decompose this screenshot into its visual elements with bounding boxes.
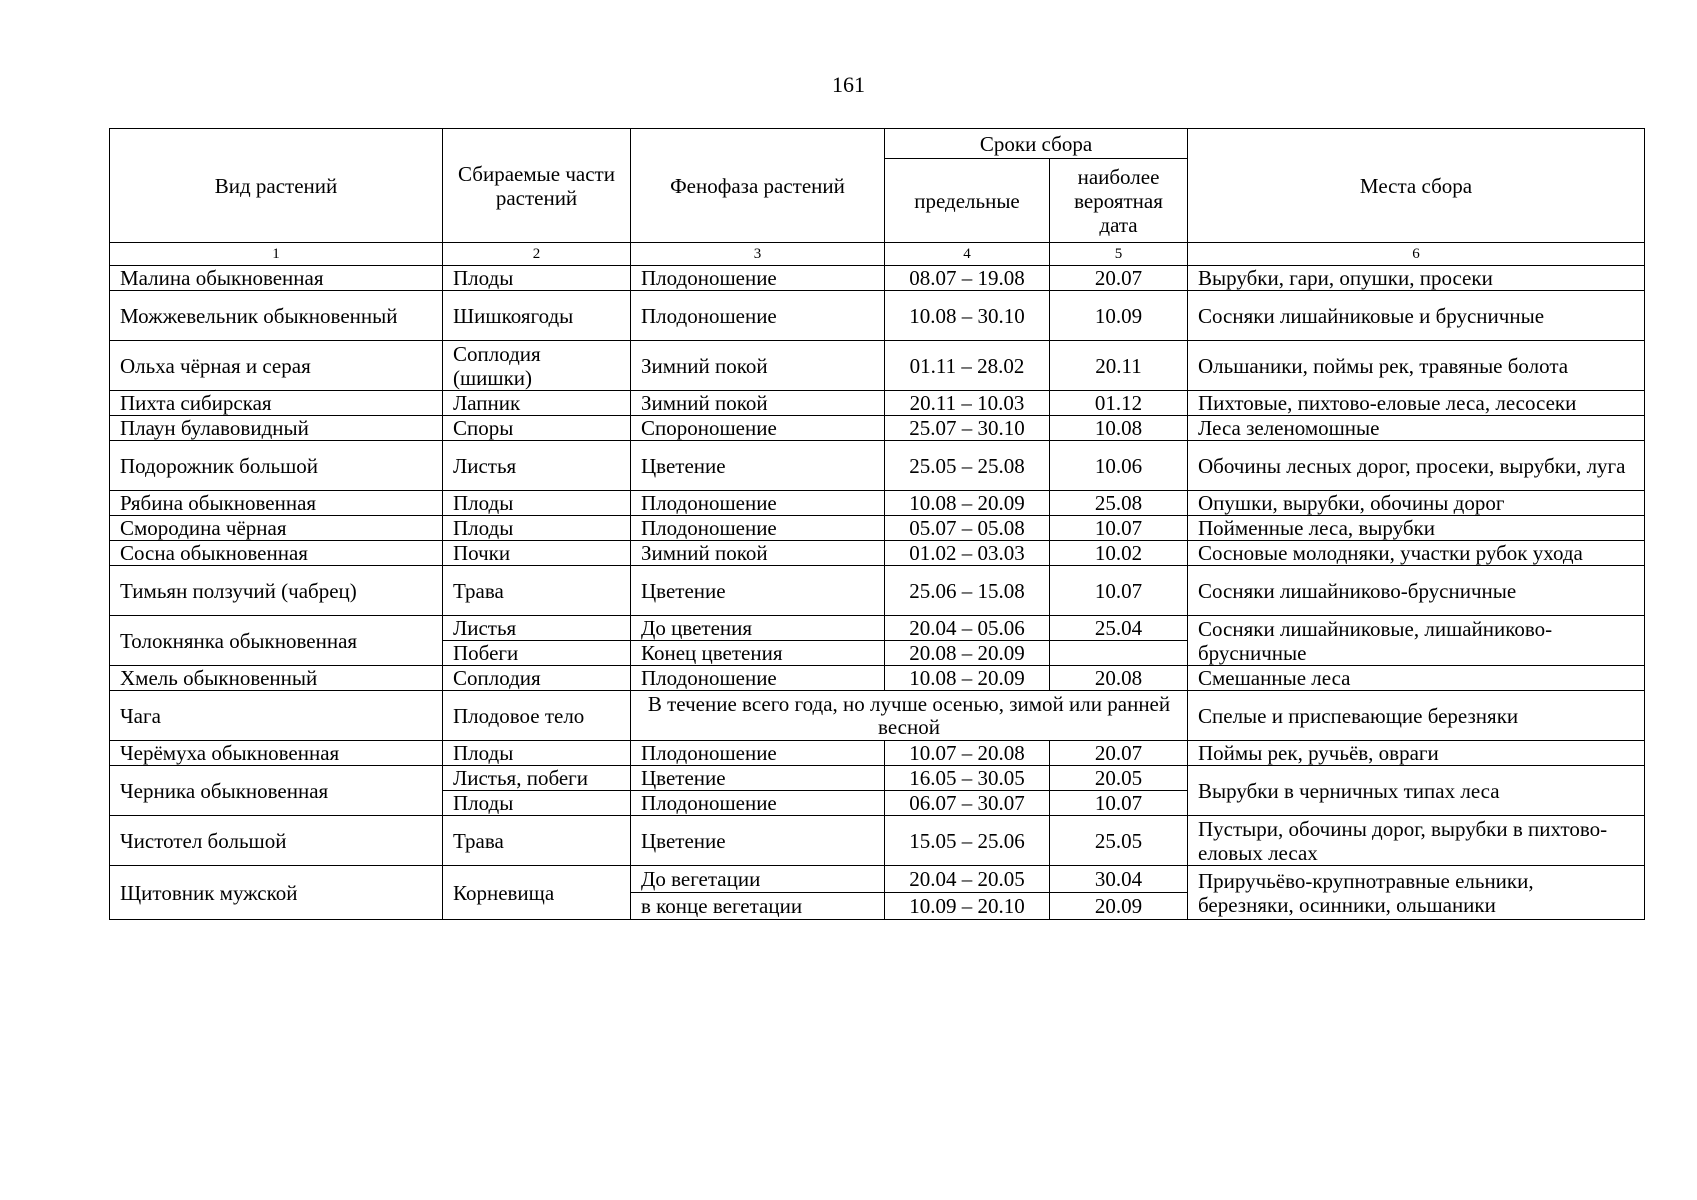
part-cell: Плоды — [443, 266, 631, 291]
header-places: Места сбора — [1188, 129, 1645, 243]
phase-cell: Цветение — [631, 766, 885, 791]
part-cell: Плодовое тело — [443, 691, 631, 741]
phase-cell: Цветение — [631, 566, 885, 616]
part-cell: Плоды — [443, 516, 631, 541]
part-cell: Плоды — [443, 741, 631, 766]
range-cell: 10.08 – 20.09 — [885, 491, 1050, 516]
date-cell: 10.07 — [1050, 791, 1188, 816]
places-cell: Сосняки лишайниковые и брусничные — [1188, 291, 1645, 341]
part-cell: Плоды — [443, 491, 631, 516]
species-cell: Пихта сибирская — [110, 391, 443, 416]
header-harvest-period: Сроки сбора — [885, 129, 1188, 159]
places-cell: Пустыри, обочины дорог, вырубки в пихтово-еловых лесах — [1188, 816, 1645, 866]
date-cell: 20.11 — [1050, 341, 1188, 391]
date-cell: 10.08 — [1050, 416, 1188, 441]
table-header — [110, 129, 1645, 266]
date-cell: 20.09 — [1050, 893, 1188, 920]
phase-cell: Плодоношение — [631, 741, 885, 766]
part-cell: Трава — [443, 566, 631, 616]
range-cell: 20.04 – 20.05 — [885, 866, 1050, 893]
date-cell — [1050, 641, 1188, 666]
species-cell: Подорожник большой — [110, 441, 443, 491]
table-row — [110, 291, 1645, 341]
table-row — [110, 266, 1645, 291]
species-cell: Рябина обыкновенная — [110, 491, 443, 516]
phase-cell: Плодоношение — [631, 666, 885, 691]
places-cell: Леса зеленомошные — [1188, 416, 1645, 441]
date-cell: 10.07 — [1050, 566, 1188, 616]
range-cell: 10.08 – 20.09 — [885, 666, 1050, 691]
part-cell: Побеги — [443, 641, 631, 666]
column-number: 4 — [885, 243, 1050, 266]
range-cell: 10.09 – 20.10 — [885, 893, 1050, 920]
table-row — [110, 416, 1645, 441]
part-cell: Соплодия — [443, 666, 631, 691]
column-number: 3 — [631, 243, 885, 266]
places-cell: Сосняки лишайниковые, лишайниково-брусничные — [1188, 616, 1645, 666]
part-cell: Листья — [443, 441, 631, 491]
range-cell: 20.08 – 20.09 — [885, 641, 1050, 666]
places-cell: Сосновые молодняки, участки рубок ухода — [1188, 541, 1645, 566]
phase-cell: Зимний покой — [631, 341, 885, 391]
places-cell: Поймы рек, ручьёв, овраги — [1188, 741, 1645, 766]
table-row — [110, 341, 1645, 391]
phase-cell: Спороношение — [631, 416, 885, 441]
range-cell: 01.02 – 03.03 — [885, 541, 1050, 566]
species-cell: Можжевельник обыкновенный — [110, 291, 443, 341]
table-row — [110, 441, 1645, 491]
header-parts: Сбираемые части растений — [443, 129, 631, 243]
table-row — [110, 666, 1645, 691]
places-cell: Пойменные леса, вырубки — [1188, 516, 1645, 541]
places-cell: Вырубки, гари, опушки, просеки — [1188, 266, 1645, 291]
table-row — [110, 616, 1645, 641]
table-row — [110, 816, 1645, 866]
phase-cell: Зимний покой — [631, 391, 885, 416]
table-row — [110, 691, 1645, 741]
range-cell: 25.05 – 25.08 — [885, 441, 1050, 491]
places-cell: Смешанные леса — [1188, 666, 1645, 691]
table-row — [110, 866, 1645, 893]
range-cell: 25.06 – 15.08 — [885, 566, 1050, 616]
date-cell: 20.07 — [1050, 266, 1188, 291]
column-number: 6 — [1188, 243, 1645, 266]
phase-cell: Зимний покой — [631, 541, 885, 566]
table-row — [110, 766, 1645, 791]
species-cell: Тимьян ползучий (чабрец) — [110, 566, 443, 616]
range-cell: 06.07 – 30.07 — [885, 791, 1050, 816]
date-cell: 30.04 — [1050, 866, 1188, 893]
date-cell: 20.07 — [1050, 741, 1188, 766]
range-cell: 20.11 – 10.03 — [885, 391, 1050, 416]
phase-cell: До вегетации — [631, 866, 885, 893]
phase-cell: Плодоношение — [631, 291, 885, 341]
places-cell: Приручьёво-крупнотравные ельники, березняки, осинники, ольшаники — [1188, 866, 1645, 920]
phase-cell: Плодоношение — [631, 491, 885, 516]
places-cell: Обочины лесных дорог, просеки, вырубки, луга — [1188, 441, 1645, 491]
harvest-note-cell: В течение всего года, но лучше осенью, зимой или ранней весной — [631, 691, 1188, 741]
date-cell: 10.02 — [1050, 541, 1188, 566]
table-row — [110, 541, 1645, 566]
phase-cell: До цветения — [631, 616, 885, 641]
column-number: 1 — [110, 243, 443, 266]
species-cell: Сосна обыкновенная — [110, 541, 443, 566]
date-cell: 25.04 — [1050, 616, 1188, 641]
species-cell: Щитовник мужской — [110, 866, 443, 920]
species-cell: Чистотел большой — [110, 816, 443, 866]
species-cell: Плаун булавовидный — [110, 416, 443, 441]
date-cell: 25.08 — [1050, 491, 1188, 516]
places-cell: Вырубки в черничных типах леса — [1188, 766, 1645, 816]
species-cell: Черёмуха обыкновенная — [110, 741, 443, 766]
part-cell: Споры — [443, 416, 631, 441]
range-cell: 20.04 – 05.06 — [885, 616, 1050, 641]
phase-cell: Плодоношение — [631, 266, 885, 291]
header-range: предельные — [885, 159, 1050, 243]
plant-harvest-table — [109, 128, 1645, 920]
part-cell: Корневища — [443, 866, 631, 920]
range-cell: 16.05 – 30.05 — [885, 766, 1050, 791]
phase-cell: в конце вегетации — [631, 893, 885, 920]
part-cell: Шишкоягоды — [443, 291, 631, 341]
phase-cell: Цветение — [631, 816, 885, 866]
species-cell: Чага — [110, 691, 443, 741]
header-phase: Фенофаза растений — [631, 129, 885, 243]
date-cell: 10.06 — [1050, 441, 1188, 491]
date-cell: 25.05 — [1050, 816, 1188, 866]
species-cell: Хмель обыкновенный — [110, 666, 443, 691]
column-number: 5 — [1050, 243, 1188, 266]
table-row — [110, 391, 1645, 416]
header-species: Вид растений — [110, 129, 443, 243]
table-row — [110, 741, 1645, 766]
part-cell: Соплодия (шишки) — [443, 341, 631, 391]
places-cell: Спелые и приспевающие березняки — [1188, 691, 1645, 741]
places-cell: Пихтовые, пихтово-еловые леса, лесосеки — [1188, 391, 1645, 416]
range-cell: 10.07 – 20.08 — [885, 741, 1050, 766]
species-cell: Ольха чёрная и серая — [110, 341, 443, 391]
column-number: 2 — [443, 243, 631, 266]
table-row — [110, 566, 1645, 616]
phase-cell: Цветение — [631, 441, 885, 491]
date-cell: 20.08 — [1050, 666, 1188, 691]
places-cell: Сосняки лишайниково-брусничные — [1188, 566, 1645, 616]
page-number: 161 — [832, 72, 865, 97]
phase-cell: Плодоношение — [631, 516, 885, 541]
range-cell: 01.11 – 28.02 — [885, 341, 1050, 391]
phase-cell: Плодоношение — [631, 791, 885, 816]
places-cell: Опушки, вырубки, обочины дорог — [1188, 491, 1645, 516]
range-cell: 10.08 – 30.10 — [885, 291, 1050, 341]
table-body — [110, 266, 1645, 920]
places-cell: Ольшаники, поймы рек, травяные болота — [1188, 341, 1645, 391]
range-cell: 25.07 – 30.10 — [885, 416, 1050, 441]
part-cell: Листья — [443, 616, 631, 641]
species-cell: Черника обыкновенная — [110, 766, 443, 816]
range-cell: 08.07 – 19.08 — [885, 266, 1050, 291]
table-row — [110, 491, 1645, 516]
part-cell: Почки — [443, 541, 631, 566]
date-cell: 10.07 — [1050, 516, 1188, 541]
part-cell: Плоды — [443, 791, 631, 816]
range-cell: 05.07 – 05.08 — [885, 516, 1050, 541]
date-cell: 20.05 — [1050, 766, 1188, 791]
species-cell: Толокнянка обыкновенная — [110, 616, 443, 666]
date-cell: 10.09 — [1050, 291, 1188, 341]
phase-cell: Конец цветения — [631, 641, 885, 666]
header-probable-date: наиболее вероятная дата — [1050, 159, 1188, 243]
range-cell: 15.05 – 25.06 — [885, 816, 1050, 866]
part-cell: Лапник — [443, 391, 631, 416]
part-cell: Трава — [443, 816, 631, 866]
part-cell: Листья, побеги — [443, 766, 631, 791]
table-row — [110, 516, 1645, 541]
species-cell: Смородина чёрная — [110, 516, 443, 541]
species-cell: Малина обыкновенная — [110, 266, 443, 291]
date-cell: 01.12 — [1050, 391, 1188, 416]
